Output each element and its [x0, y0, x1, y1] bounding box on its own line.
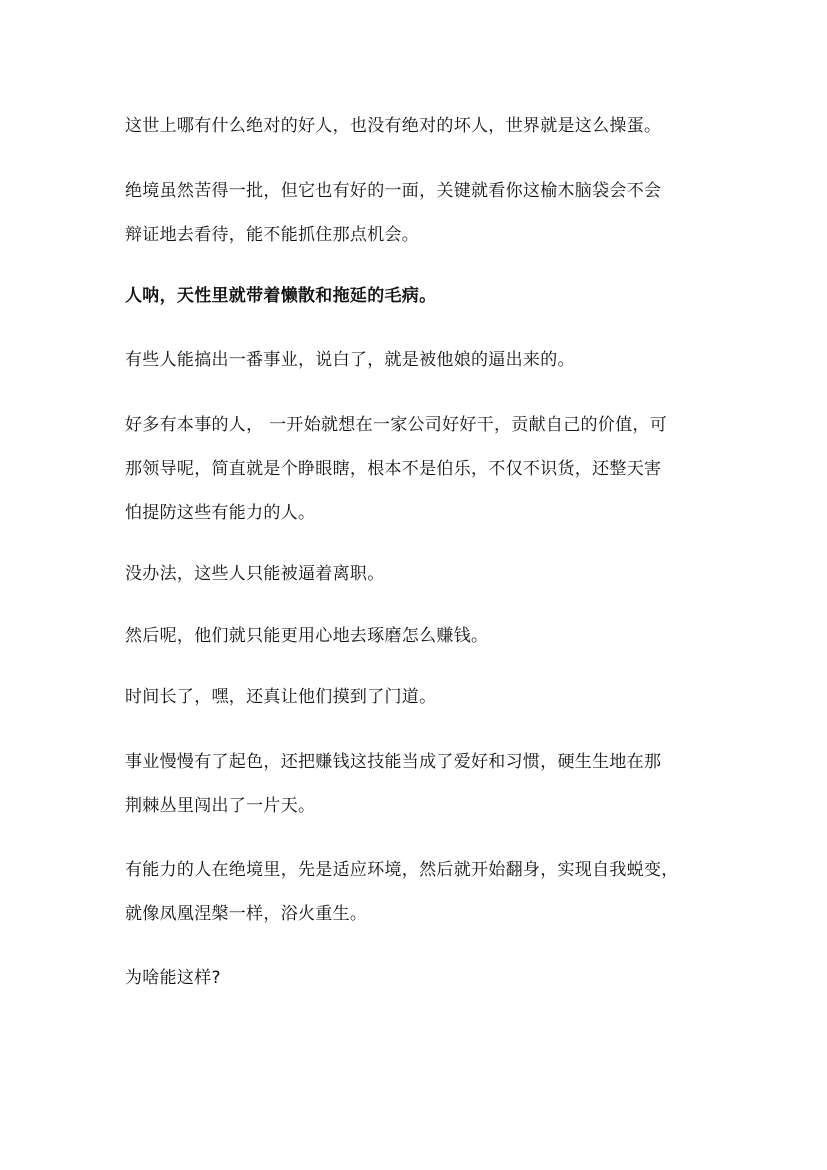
paragraph-8	[125, 675, 715, 719]
paragraph-line: 没办法，这些人只能被逼着离职。	[125, 564, 385, 584]
paragraph-line: 事业慢慢有了起色，还把赚钱这技能当成了爱好和习惯，硬生生地在那	[125, 752, 662, 772]
paragraph-line: 人呐，天性里就带着懒散和拖延的毛病。	[125, 286, 437, 306]
paragraph-line: 为啥能这样?	[125, 968, 221, 988]
paragraph-line: 时间长了，嘿，还真让他们摸到了门道。	[125, 687, 437, 707]
paragraph-line: 绝境虽然苦得一批，但它也有好的一面，关键就看你这榆木脑袋会不会	[125, 181, 662, 201]
paragraph-2	[125, 169, 715, 257]
paragraph-line: 有能力的人在绝境里，先是适应环境，然后就开始翻身，实现自我蜕变，	[125, 860, 679, 880]
paragraph-line: 好多有本事的人， 一开始就想在一家公司好好干，贡献自己的价值，可	[125, 415, 668, 435]
paragraph-1	[125, 104, 715, 148]
paragraph-5	[125, 403, 715, 535]
paragraph-line: 那领导呢，简直就是个睁眼瞎，根本不是伯乐，不仅不识货，还整天害	[125, 459, 662, 479]
paragraph-10	[125, 848, 715, 936]
paragraph-7	[125, 614, 715, 658]
paragraph-line: 就像凤凰涅槃一样，浴火重生。	[125, 904, 368, 924]
paragraph-6	[125, 552, 715, 596]
paragraph-9	[125, 740, 715, 828]
paragraph-11	[125, 956, 715, 1000]
paragraph-line: 怕提防这些有能力的人。	[125, 503, 316, 523]
paragraph-4	[125, 338, 715, 382]
paragraph-line: 有些人能搞出一番事业，说白了，就是被他娘的逼出来的。	[125, 350, 575, 370]
paragraph-line: 然后呢，他们就只能更用心地去琢磨怎么赚钱。	[125, 626, 489, 646]
paragraph-line: 荆棘丛里闯出了一片天。	[125, 796, 316, 816]
paragraph-line: 辩证地去看待，能不能抓住那点机会。	[125, 225, 420, 245]
paragraph-line: 这世上哪有什么绝对的好人，也没有绝对的坏人，世界就是这么操蛋。	[125, 116, 662, 136]
paragraph-3-bold	[125, 274, 715, 318]
